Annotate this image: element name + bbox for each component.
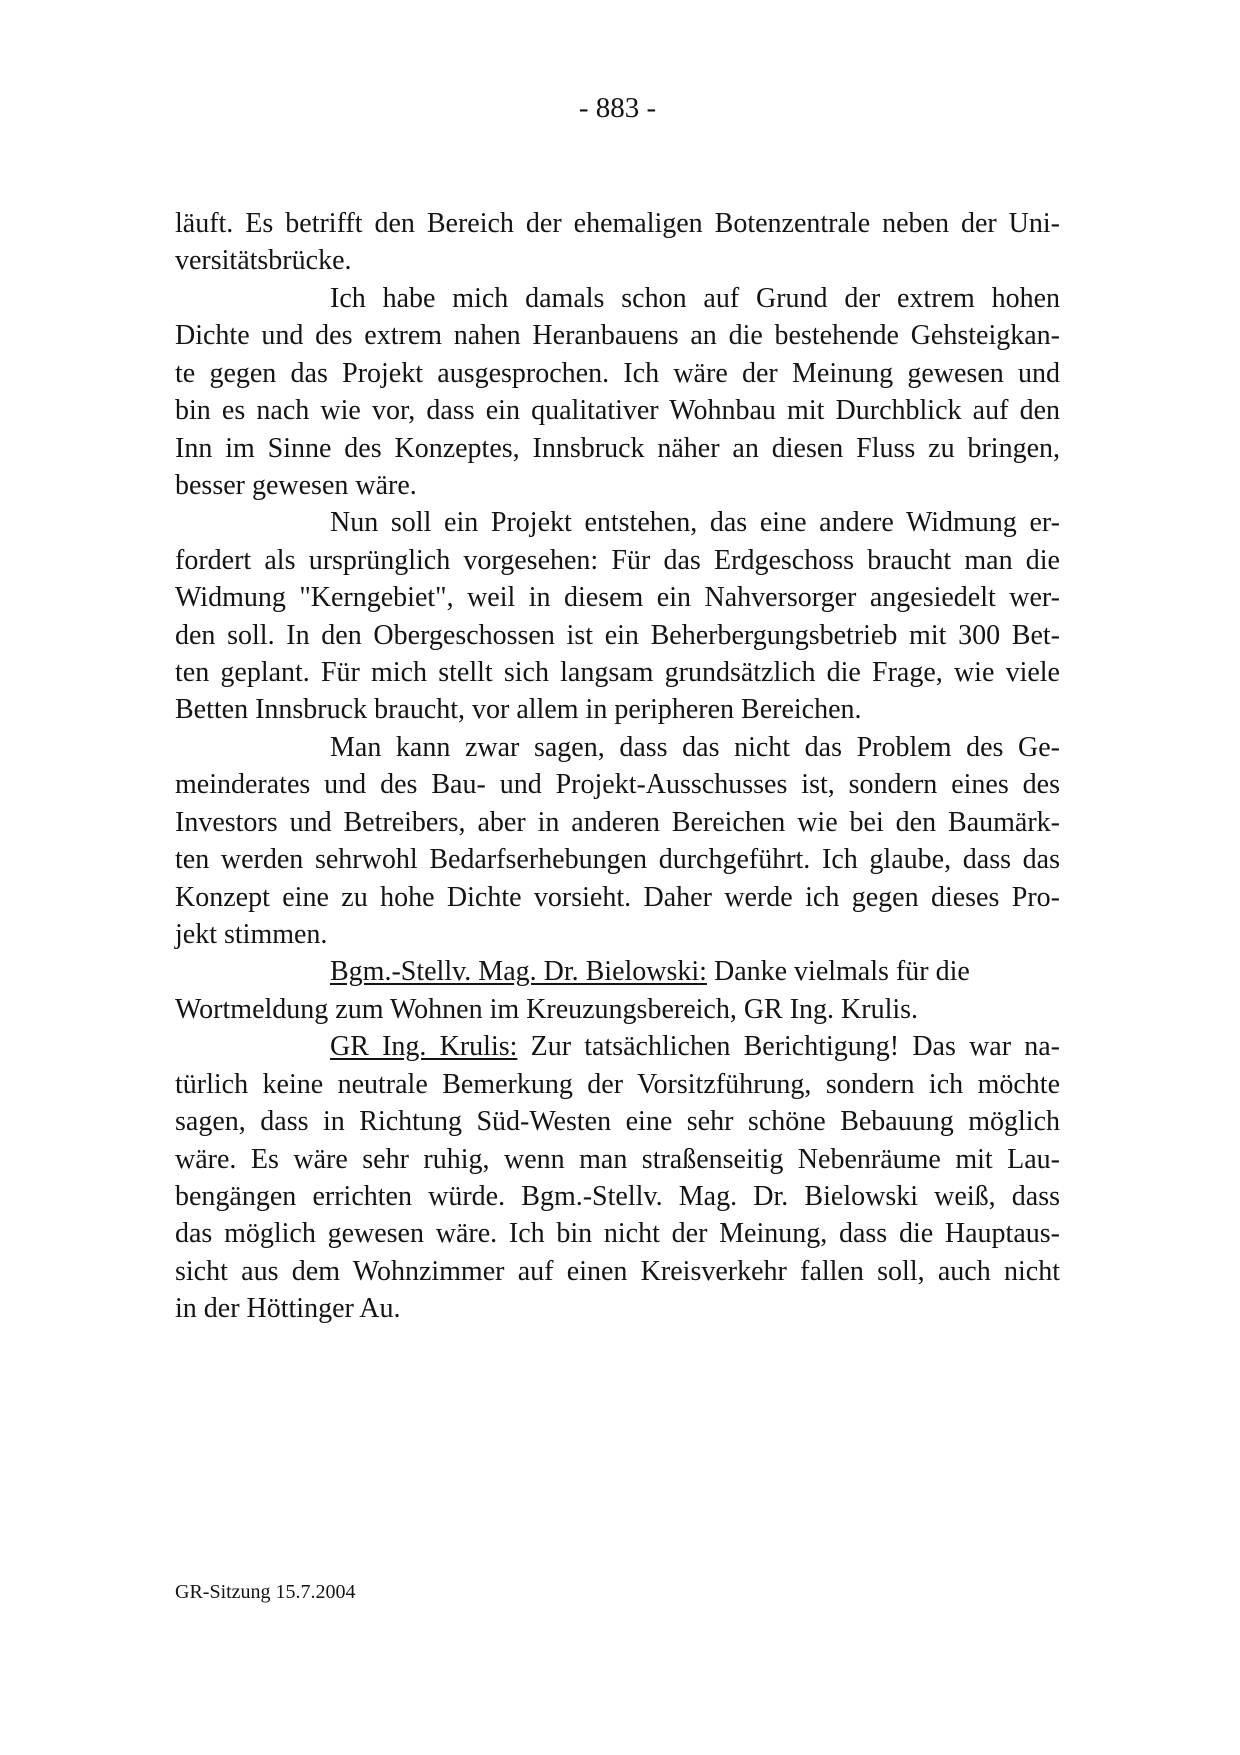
text-line [175,392,1060,429]
text-run: wäre. Es wäre sehr ruhig, wenn man straßenseitig Nebenräume mit Lau- [175,1143,1060,1175]
text-run: das möglich gewesen wäre. Ich bin nicht der Meinung, dass die Hauptaus- [175,1218,1060,1250]
text-run: Dichte und des extrem nahen Heranbauens an die bestehende Gehsteigkan- [175,320,1060,352]
text-run: türlich keine neutrale Bemerkung der Vorsitzführung, sondern ich möchte [175,1068,1060,1100]
text-line [175,841,1060,878]
text-run: Danke vielmals für die [706,956,970,988]
text-run: te gegen das Projekt ausgesprochen. Ich wäre der Meinung gewesen und [175,357,1060,389]
text-run: Man kann zwar sagen, dass das nicht das Problem des Ge- [330,731,1060,763]
text-line [175,1141,1060,1178]
text-line [175,317,1060,354]
text-line [175,953,1060,990]
text-run: Nun soll ein Projekt entstehen, das eine andere Widmung er- [330,507,1060,539]
text-run: sicht aus dem Wohnzimmer auf einen Kreisverkehr fallen soll, auch nicht [175,1255,1060,1287]
speaker-name: GR Ing. Krulis: [330,1031,518,1063]
text-line [175,1103,1060,1140]
text-line [175,766,1060,803]
text-line [175,654,1060,691]
text-line [175,1290,1060,1327]
text-run: fordert als ursprünglich vorgesehen: Für das Erdgeschoss braucht man die [175,544,1060,576]
text-run: Wortmeldung zum Wohnen im Kreuzungsbereich, GR Ing. Krulis. [175,993,919,1025]
text-run: meinderates und des Bau- und Projekt-Ausschusses ist, sondern eines des [175,769,1060,801]
text-line [175,729,1060,766]
text-run: ten geplant. Für mich stellt sich langsam grundsätzlich die Frage, wie viele [175,657,1060,689]
text-line [175,1215,1060,1252]
text-line [175,467,1060,504]
text-run: Inn im Sinne des Konzeptes, Innsbruck näher an diesen Fluss zu bringen, [175,432,1060,464]
page-number: - 883 - [578,92,657,124]
text-run: ten werden sehrwohl Bedarfserhebungen durchgeführt. Ich glaube, dass das [175,844,1060,876]
text-run: Konzept eine zu hohe Dichte vorsieht. Daher werde ich gegen dieses Pro- [175,881,1060,913]
speaker-name: Bgm.-Stellv. Mag. Dr. Bielowski: [330,956,707,988]
text-line [175,916,1060,953]
text-run: Zur tatsächlichen Berichtigung! Das war na- [517,1031,1060,1063]
text-run: sagen, dass in Richtung Süd-Westen eine sehr schöne Bebauung möglich [175,1106,1060,1138]
text-line [175,355,1060,392]
text-run: besser gewesen wäre. [175,469,417,501]
text-line [175,1066,1060,1103]
text-line [175,1253,1060,1290]
text-run: Ich habe mich damals schon auf Grund der extrem hohen [330,282,1060,314]
text-line [175,504,1060,541]
text-run: Betten Innsbruck braucht, vor allem in peripheren Bereichen. [175,694,862,726]
text-line [175,879,1060,916]
text-run: den soll. In den Obergeschossen ist ein Beherbergungsbetrieb mit 300 Bet- [175,619,1060,651]
document-body [175,205,1060,1328]
footer-session-label: GR-Sitzung 15.7.2004 [175,1581,356,1603]
text-line [175,691,1060,728]
text-line [175,1028,1060,1065]
text-run: in der Höttinger Au. [175,1293,401,1325]
text-run: bengängen errichten würde. Bgm.-Stellv. Mag. Dr. Bielowski weiß, dass [175,1180,1060,1212]
text-line [175,617,1060,654]
text-run: versitätsbrücke. [175,245,352,277]
text-run: jekt stimmen. [175,919,328,951]
text-line [175,579,1060,616]
text-line [175,205,1060,242]
text-line [175,1178,1060,1215]
text-line [175,242,1060,279]
text-line [175,280,1060,317]
text-line [175,804,1060,841]
text-run: Widmung "Kerngebiet", weil in diesem ein Nahversorger angesiedelt wer- [175,582,1060,614]
text-run: Investors und Betreibers, aber in anderen Bereichen wie bei den Baumärk- [175,806,1060,838]
text-line [175,991,1060,1028]
text-line [175,542,1060,579]
text-run: bin es nach wie vor, dass ein qualitativer Wohnbau mit Durchblick auf den [175,395,1060,427]
text-line [175,430,1060,467]
text-run: läuft. Es betrifft den Bereich der ehemaligen Botenzentrale neben der Uni- [175,208,1060,239]
